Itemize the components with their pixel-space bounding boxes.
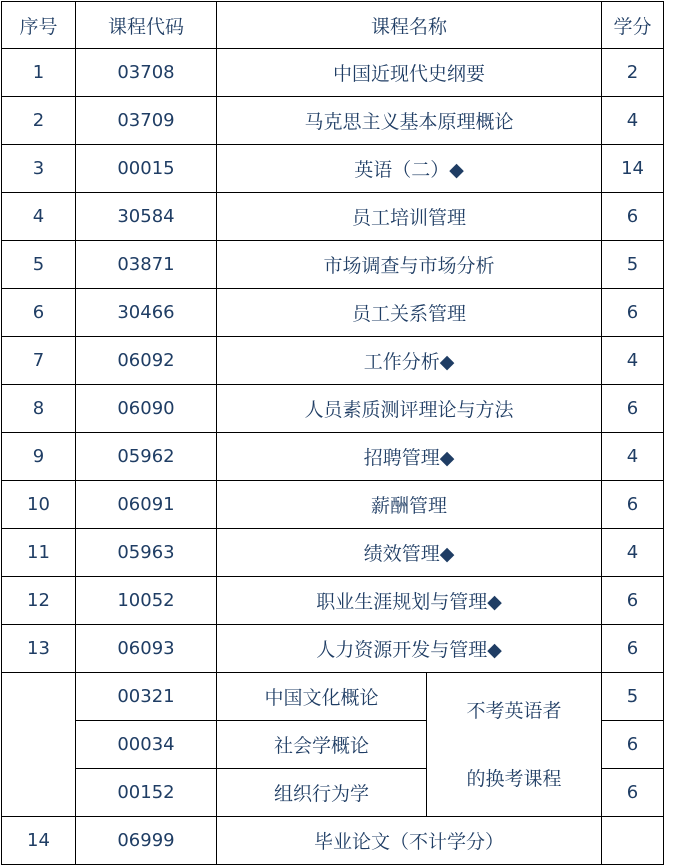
cell-code: 06090	[76, 385, 217, 433]
cell-code: 05962	[76, 433, 217, 481]
cell-credits: 2	[602, 49, 664, 97]
cell-name: 员工培训管理	[217, 193, 602, 241]
cell-seq: 8	[2, 385, 76, 433]
cell-credits: 5	[602, 241, 664, 289]
cell-credits: 6	[602, 385, 664, 433]
cell-name: 市场调查与市场分析	[217, 241, 602, 289]
cell-seq: 9	[2, 433, 76, 481]
cell-seq: 13	[2, 625, 76, 673]
header-credits: 学分	[602, 2, 664, 49]
cell-name: 招聘管理◆	[217, 433, 602, 481]
cell-code: 00034	[76, 721, 217, 769]
cell-seq: 3	[2, 145, 76, 193]
cell-credits: 4	[602, 97, 664, 145]
cell-seq: 4	[2, 193, 76, 241]
cell-code: 00015	[76, 145, 217, 193]
cell-code: 03871	[76, 241, 217, 289]
header-seq: 序号	[2, 2, 76, 49]
cell-name: 人力资源开发与管理◆	[217, 625, 602, 673]
table-row	[2, 577, 664, 625]
cell-name: 组织行为学	[217, 769, 427, 817]
cell-seq: 11	[2, 529, 76, 577]
table-row	[2, 97, 664, 145]
cell-name: 中国近现代史纲要	[217, 49, 602, 97]
cell-credits: 6	[602, 193, 664, 241]
cell-credits: 14	[602, 145, 664, 193]
table-body	[2, 49, 664, 865]
cell-seq: 14	[2, 817, 76, 865]
cell-name: 员工关系管理	[217, 289, 602, 337]
cell-name: 社会学概论	[217, 721, 427, 769]
cell-seq: 12	[2, 577, 76, 625]
cell-seq: 1	[2, 49, 76, 97]
cell-code: 30466	[76, 289, 217, 337]
table-row	[2, 481, 664, 529]
substitute-note-line2: 的换考课程	[466, 767, 562, 790]
table-row	[2, 289, 664, 337]
cell-name: 毕业论文（不计学分）	[217, 817, 602, 865]
cell-name: 工作分析◆	[217, 337, 602, 385]
cell-name: 人员素质测评理论与方法	[217, 385, 602, 433]
table-row	[2, 529, 664, 577]
cell-credits: 4	[602, 529, 664, 577]
cell-credits: 6	[602, 721, 664, 769]
cell-credits: 6	[602, 289, 664, 337]
cell-name: 薪酬管理	[217, 481, 602, 529]
cell-name: 马克思主义基本原理概论	[217, 97, 602, 145]
cell-seq: 5	[2, 241, 76, 289]
cell-code: 30584	[76, 193, 217, 241]
cell-seq: 6	[2, 289, 76, 337]
table-row	[2, 337, 664, 385]
table-row	[2, 433, 664, 481]
cell-credits: 5	[602, 673, 664, 721]
cell-code: 05963	[76, 529, 217, 577]
table-row	[2, 241, 664, 289]
table-row	[2, 625, 664, 673]
cell-code: 06091	[76, 481, 217, 529]
header-code: 课程代码	[76, 2, 217, 49]
header-row	[2, 2, 664, 49]
cell-code: 06999	[76, 817, 217, 865]
table-row	[2, 193, 664, 241]
cell-credits: 6	[602, 769, 664, 817]
header-name: 课程名称	[217, 2, 602, 49]
substitute-row	[2, 673, 664, 721]
cell-credits: 6	[602, 577, 664, 625]
cell-credits: 6	[602, 481, 664, 529]
cell-seq: 2	[2, 97, 76, 145]
cell-code: 06092	[76, 337, 217, 385]
cell-seq: 7	[2, 337, 76, 385]
cell-name: 职业生涯规划与管理◆	[217, 577, 602, 625]
cell-credits: 6	[602, 625, 664, 673]
cell-code: 06093	[76, 625, 217, 673]
cell-code: 00152	[76, 769, 217, 817]
cell-code: 03708	[76, 49, 217, 97]
table-row	[2, 145, 664, 193]
cell-credits	[602, 817, 664, 865]
cell-seq-empty	[2, 673, 76, 817]
substitute-note	[427, 673, 602, 817]
table-row	[2, 49, 664, 97]
cell-seq: 10	[2, 481, 76, 529]
table-row	[2, 385, 664, 433]
substitute-note-line1: 不考英语者	[466, 699, 562, 722]
table-row-final	[2, 817, 664, 865]
course-table	[1, 1, 664, 865]
cell-credits: 4	[602, 337, 664, 385]
cell-name: 英语（二）◆	[217, 145, 602, 193]
cell-name: 中国文化概论	[217, 673, 427, 721]
cell-credits: 4	[602, 433, 664, 481]
cell-code: 00321	[76, 673, 217, 721]
cell-name: 绩效管理◆	[217, 529, 602, 577]
cell-code: 10052	[76, 577, 217, 625]
cell-code: 03709	[76, 97, 217, 145]
